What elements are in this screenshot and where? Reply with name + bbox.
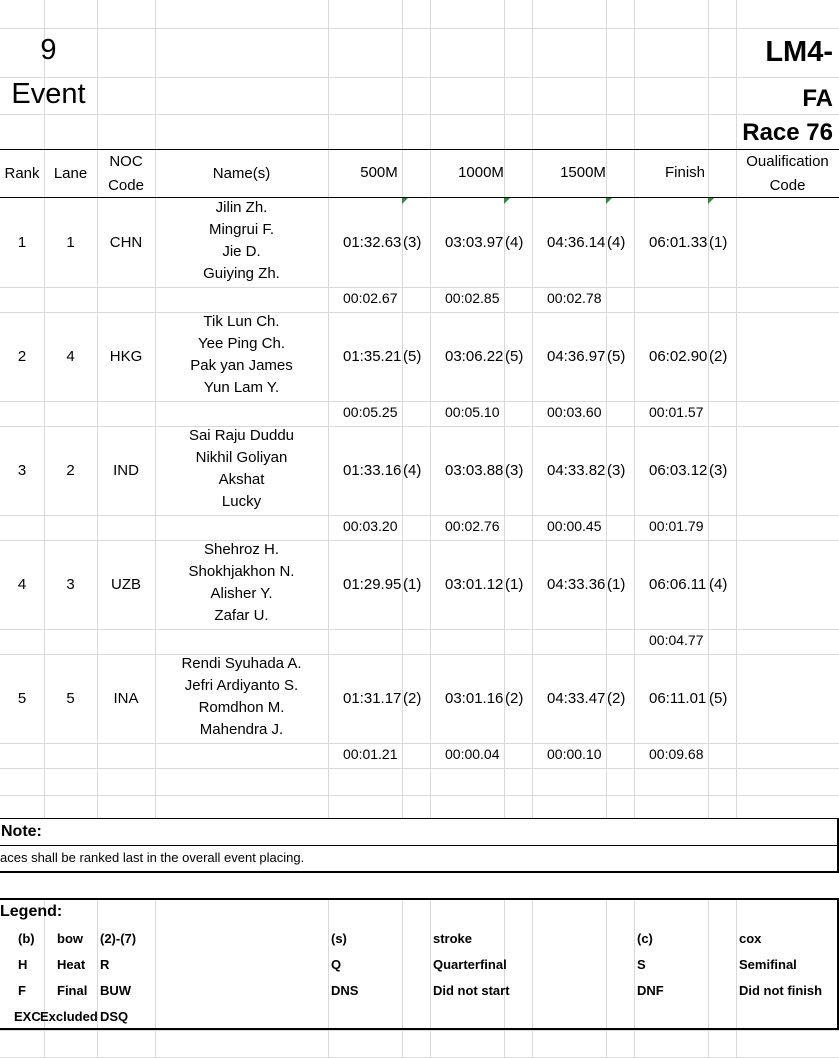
split-gap: 00:04.77	[649, 632, 704, 648]
comment-marker-icon	[708, 198, 714, 204]
split-place: (3)	[607, 462, 626, 479]
split-place: (4)	[607, 234, 626, 251]
split-place: (2)	[403, 690, 422, 707]
crew-member: Mahendra J.	[199, 721, 284, 738]
split-time: 01:32.63	[343, 234, 402, 251]
crew-member: Mingrui F.	[208, 221, 275, 238]
grid-row-line	[0, 401, 839, 402]
split-place: (5)	[403, 348, 422, 365]
row-rank: 1	[17, 234, 27, 251]
legend-entry: stroke	[433, 931, 473, 946]
split-time: 03:03.97	[445, 234, 504, 251]
split-place: (3)	[709, 462, 728, 479]
split-place: (4)	[403, 462, 422, 479]
split-place: (5)	[505, 348, 524, 365]
split-gap: 00:02.78	[547, 290, 602, 306]
crew-member: Pak yan James	[190, 357, 293, 374]
grid-row-line	[0, 312, 839, 313]
crew-member: Romdhon M.	[198, 699, 285, 716]
legend-entry: (b)	[18, 931, 35, 946]
row-noc: INA	[113, 690, 139, 707]
row-rank: 5	[17, 690, 27, 707]
grid-mask	[0, 819, 837, 845]
column-header-row	[0, 150, 839, 197]
crew-member: Akshat	[218, 471, 265, 488]
event-number: 9	[40, 34, 57, 66]
grid-row-line	[0, 654, 839, 655]
split-time: 04:33.82	[547, 462, 606, 479]
split-time: 06:03.12	[649, 462, 708, 479]
row-crew-names	[155, 653, 328, 741]
split-gap: 00:00.45	[547, 518, 602, 534]
split-place: (1)	[505, 576, 524, 593]
legend-entry: DNS	[331, 983, 359, 998]
split-gap: 00:09.68	[649, 746, 704, 762]
split-time: 04:36.97	[547, 348, 606, 365]
split-time: 03:06.22	[445, 348, 504, 365]
split-place: (5)	[607, 348, 626, 365]
legend-entry: cox	[739, 931, 762, 946]
split-gap: 00:01.79	[649, 518, 704, 534]
grid-row-line	[0, 540, 839, 541]
event-code: LM4-	[765, 36, 833, 68]
legend-entry: Did not start	[433, 983, 510, 998]
legend-entry: F	[18, 983, 26, 998]
split-place: (4)	[709, 576, 728, 593]
legend-entry: DSQ	[100, 1009, 129, 1024]
row-crew-names	[155, 197, 328, 285]
note-text: aces shall be ranked last in the overall event placing.	[0, 850, 305, 865]
split-time: 04:36.14	[547, 234, 606, 251]
legend-entry: EXC	[14, 1009, 41, 1024]
split-place: (2)	[607, 690, 626, 707]
crew-member: Sai Raju Duddu	[188, 427, 295, 444]
grid-mask	[0, 873, 839, 898]
split-gap: 00:05.25	[343, 404, 398, 420]
crew-member: Guiying Zh.	[203, 265, 280, 282]
grid-row-line	[0, 1030, 839, 1031]
event-label: Event	[11, 78, 86, 110]
grid-row-line	[0, 77, 839, 78]
row-lane: 1	[66, 234, 75, 251]
row-lane: 4	[66, 348, 75, 365]
legend-entry: bow	[57, 931, 83, 946]
crew-member: Jefri Ardiyanto S.	[184, 677, 299, 694]
legend-entry: (s)	[331, 931, 347, 946]
crew-member: Nikhil Goliyan	[195, 449, 288, 466]
crew-member: Shokhjakhon N.	[188, 563, 295, 580]
col-lane: Lane	[53, 165, 88, 182]
split-gap: 00:05.10	[445, 404, 500, 420]
crew-member: Tik Lun Ch.	[203, 313, 280, 330]
split-time: 06:11.01	[649, 690, 707, 707]
split-place: (5)	[709, 690, 728, 707]
split-time: 06:01.33	[649, 234, 708, 251]
grid-row-line	[0, 426, 839, 427]
split-time: 01:29.95	[343, 576, 402, 593]
row-crew-names	[155, 425, 328, 513]
split-time: 06:06.11	[649, 576, 707, 593]
split-time: 01:31.17	[343, 690, 402, 707]
split-time: 01:35.21	[343, 348, 402, 365]
grid-row-line	[0, 795, 839, 796]
col-noc-line2: Code	[108, 177, 144, 194]
grid-row-line	[0, 28, 839, 29]
race-number: Race 76	[742, 119, 833, 146]
row-noc: UZB	[111, 576, 141, 593]
legend-entry: Quarterfinal	[433, 957, 507, 972]
grid-row-line	[0, 629, 839, 630]
split-time: 04:33.36	[547, 576, 606, 593]
comment-marker-icon	[402, 198, 408, 204]
row-crew-names	[155, 311, 328, 399]
row-lane: 3	[66, 576, 75, 593]
crew-member: Rendi Syuhada A.	[181, 655, 302, 672]
col-500m: 500M	[360, 164, 398, 181]
crew-member: Lucky	[221, 493, 262, 510]
row-rank: 2	[17, 348, 27, 365]
col-finish: Finish	[664, 164, 705, 181]
legend-entry: (2)-(7)	[100, 931, 137, 946]
split-place: (2)	[709, 348, 728, 365]
note-title: Note:	[1, 823, 42, 840]
grid-row-line	[0, 743, 839, 744]
crew-member: Jie D.	[222, 243, 261, 260]
table-border	[0, 1028, 839, 1030]
split-place: (3)	[505, 462, 524, 479]
grid-row-line	[0, 114, 839, 115]
crew-member: Zafar U.	[214, 607, 269, 624]
col-qual-line2: Code	[769, 177, 806, 194]
legend-title: Legend:	[0, 903, 63, 920]
legend-entry: R	[100, 957, 110, 972]
split-gap: 00:03.20	[343, 518, 398, 534]
event-phase: FA	[802, 85, 833, 112]
split-time: 03:01.16	[445, 690, 504, 707]
legend-entry: H	[18, 957, 28, 972]
legend-entry: Final	[57, 983, 88, 998]
split-place: (3)	[403, 234, 422, 251]
row-noc: HKG	[109, 348, 143, 365]
split-time: 03:01.12	[445, 576, 504, 593]
row-lane: 2	[66, 462, 75, 479]
crew-member: Shehroz H.	[203, 541, 280, 558]
legend-entry: (c)	[637, 931, 653, 946]
crew-member: Yun Lam Y.	[203, 379, 280, 396]
row-lane: 5	[66, 690, 75, 707]
col-noc	[97, 150, 155, 198]
split-gap: 00:01.57	[649, 404, 704, 420]
split-gap: 00:03.60	[547, 404, 602, 420]
row-noc: CHN	[109, 234, 143, 251]
split-gap: 00:02.67	[343, 290, 398, 306]
comment-marker-icon	[606, 198, 612, 204]
col-qual-line1: Oualification	[746, 153, 829, 170]
col-1000m: 1000M	[458, 164, 504, 181]
legend-entry: S	[637, 957, 646, 972]
split-time: 01:33.16	[343, 462, 402, 479]
grid-row-line	[0, 768, 839, 769]
split-gap: 00:00.04	[445, 746, 500, 762]
legend-entry: Excluded	[40, 1009, 98, 1024]
comment-marker-icon	[504, 198, 510, 204]
row-noc: IND	[113, 462, 139, 479]
legend-entry: BUW	[100, 983, 132, 998]
table-border	[0, 898, 839, 900]
col-noc-line1: NOC	[109, 153, 143, 170]
legend-entry: Did not finish	[739, 983, 823, 998]
crew-member: Jilin Zh.	[215, 199, 268, 216]
col-1500m: 1500M	[560, 164, 606, 181]
split-time: 04:33.47	[547, 690, 606, 707]
split-time: 03:03.88	[445, 462, 504, 479]
crew-member: Yee Ping Ch.	[197, 335, 285, 352]
split-time: 06:02.90	[649, 348, 708, 365]
split-gap: 00:01.21	[343, 746, 398, 762]
col-names: Name(s)	[212, 165, 271, 182]
split-place: (1)	[607, 576, 626, 593]
split-gap: 00:02.76	[445, 518, 500, 534]
split-gap: 00:00.10	[547, 746, 602, 762]
legend-entry: Heat	[57, 957, 86, 972]
split-place: (2)	[505, 690, 524, 707]
grid-row-line	[0, 287, 839, 288]
row-rank: 4	[17, 576, 27, 593]
split-place: (1)	[403, 576, 422, 593]
crew-member: Alisher Y.	[210, 585, 273, 602]
col-rank: Rank	[4, 165, 40, 182]
legend-entry: Semifinal	[739, 957, 797, 972]
col-qualification	[736, 150, 839, 198]
row-rank: 3	[17, 462, 27, 479]
row-crew-names	[155, 539, 328, 627]
split-place: (4)	[505, 234, 524, 251]
grid-row-line	[0, 515, 839, 516]
legend-entry: DNF	[637, 983, 664, 998]
split-gap: 00:02.85	[445, 290, 500, 306]
split-place: (1)	[709, 234, 728, 251]
legend-entry: Q	[331, 957, 342, 972]
